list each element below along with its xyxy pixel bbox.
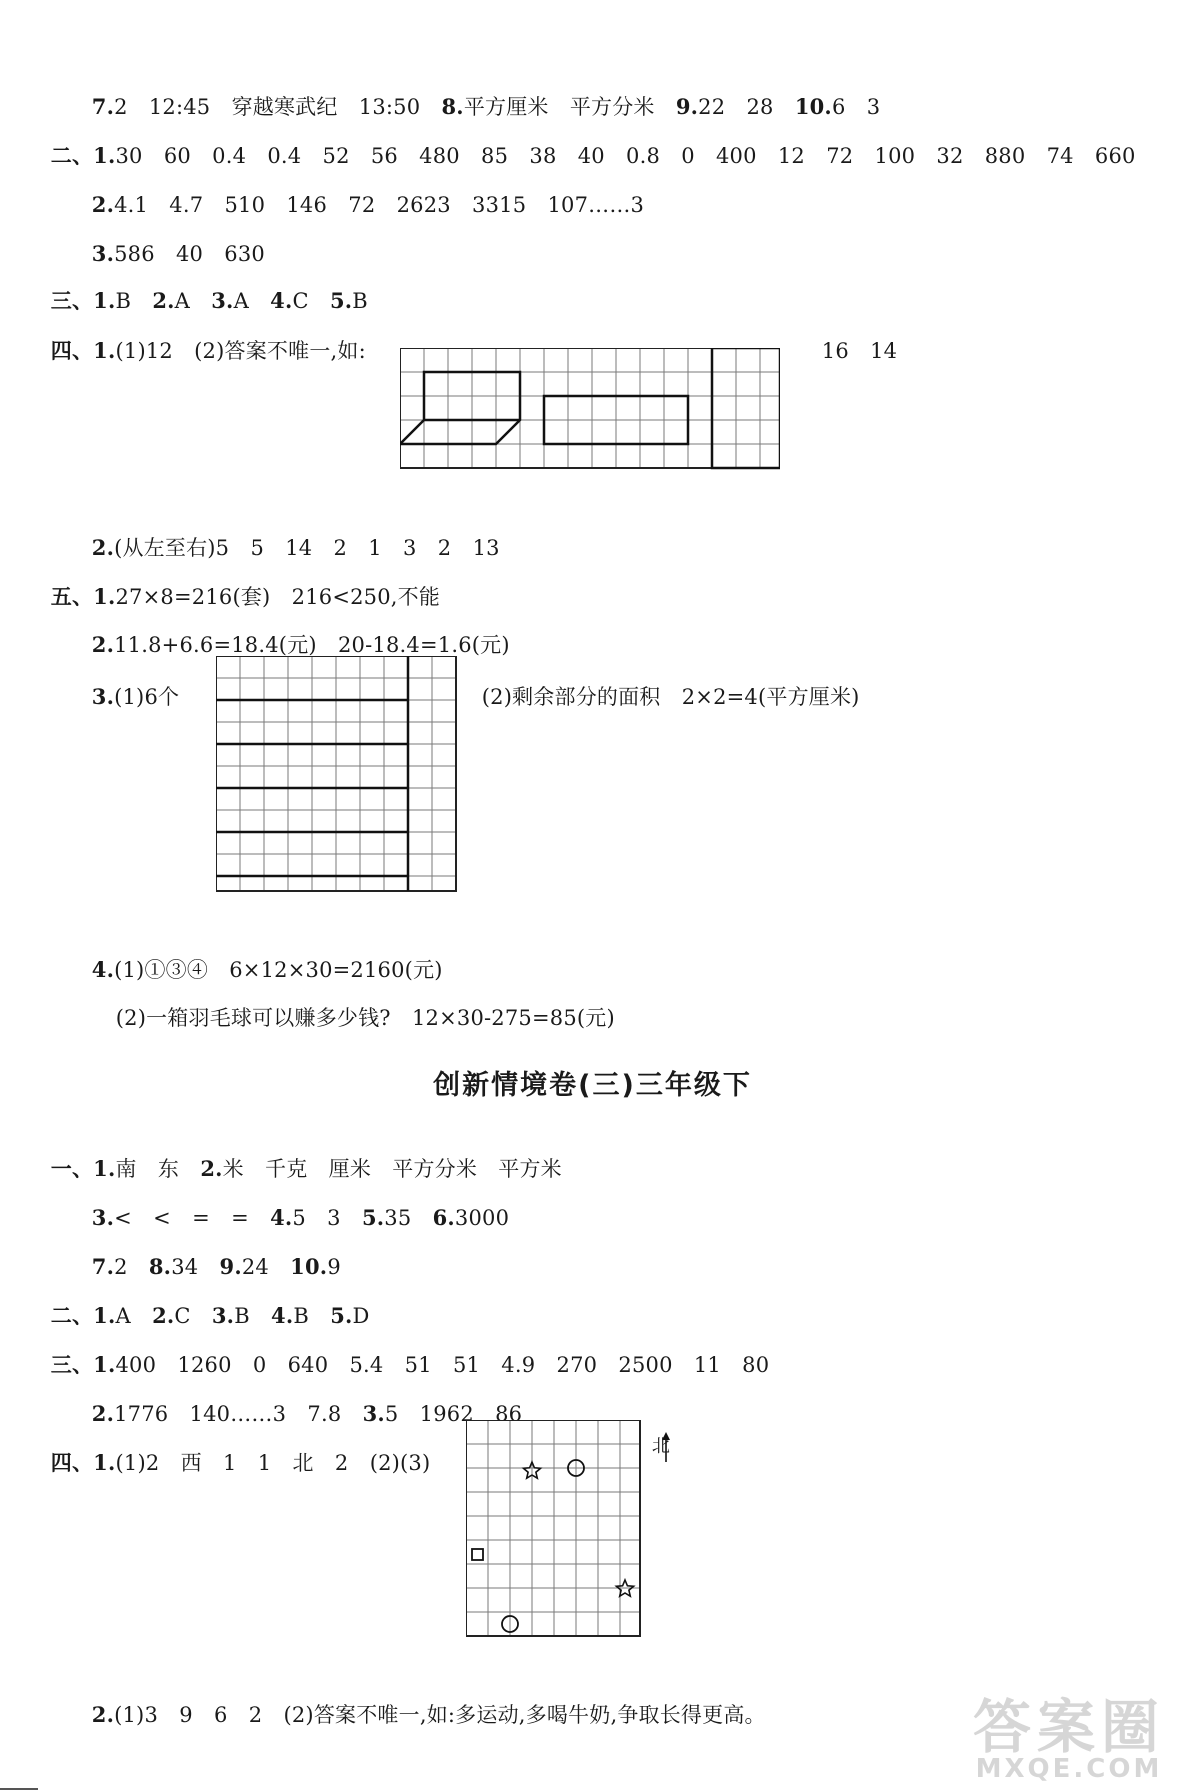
answer-text: (1)3 9 6 2 (2)答案不唯一,如:多运动,多喝牛奶,争取长得更高。 bbox=[114, 1703, 766, 1727]
answer-line-5-2 bbox=[78, 600, 510, 660]
answer-text: 5 1962 86 bbox=[384, 1402, 523, 1426]
qnum: 3. bbox=[91, 1205, 115, 1230]
qnum: 9. bbox=[675, 94, 699, 119]
qnum: 2. bbox=[152, 1303, 175, 1328]
qnum: 5. bbox=[330, 1303, 353, 1328]
section-heading: 一、 bbox=[50, 1156, 94, 1181]
section-heading: 三、 bbox=[50, 288, 94, 313]
answer-text: 400 1260 0 640 5.4 51 51 4.9 270 2500 11 80 bbox=[115, 1353, 770, 1377]
answer-text: 9 bbox=[327, 1255, 341, 1279]
answer-text: (从左至右)5 5 14 2 1 3 2 13 bbox=[114, 536, 500, 560]
qnum: 1. bbox=[93, 143, 116, 168]
answer-text: 586 40 630 bbox=[114, 242, 265, 266]
qnum: 5. bbox=[361, 1205, 385, 1230]
grid-lines bbox=[216, 656, 456, 891]
grid-lines bbox=[466, 1420, 640, 1636]
section-heading: 四、 bbox=[50, 338, 94, 363]
qnum: 3. bbox=[211, 1303, 235, 1328]
qnum: 3. bbox=[91, 241, 115, 266]
qnum: 6. bbox=[432, 1205, 455, 1230]
qnum: 1. bbox=[93, 338, 116, 363]
answer-text: 5 3 bbox=[292, 1206, 362, 1230]
grid-figure-shapes bbox=[400, 348, 780, 470]
answer-text: 35 bbox=[384, 1206, 433, 1230]
answer-text: 平方厘米 平方分米 bbox=[463, 95, 676, 119]
answer-text: 24 bbox=[241, 1255, 291, 1279]
answer-text: B bbox=[115, 289, 153, 313]
section-heading: 二、 bbox=[50, 1303, 94, 1328]
square-column-shape bbox=[712, 348, 780, 468]
answer-text: (1)2 西 1 1 北 2 (2)(3) bbox=[115, 1451, 431, 1475]
answer-text: A bbox=[115, 1304, 153, 1328]
qnum: 2. bbox=[91, 535, 115, 560]
answer-text: 3000 bbox=[454, 1206, 510, 1230]
qnum: 7. bbox=[91, 1254, 115, 1279]
answer-text: C bbox=[174, 1304, 212, 1328]
qnum: 2. bbox=[91, 192, 115, 217]
qnum: 7. bbox=[91, 94, 115, 119]
answer-text: (2)一箱羽毛球可以赚多少钱? 12×30-275=85(元) bbox=[115, 1006, 615, 1030]
qnum: 3. bbox=[211, 288, 234, 313]
square-icon bbox=[472, 1549, 483, 1560]
qnum: 1. bbox=[93, 1450, 116, 1475]
answer-text: (1)①③④ 6×12×30=2160(元) bbox=[114, 958, 443, 982]
section-heading: 三、 bbox=[50, 1352, 94, 1377]
answer-text: 1776 140……3 7.8 bbox=[114, 1402, 363, 1426]
qnum: 4. bbox=[91, 957, 115, 982]
answer-text: 6 3 bbox=[831, 95, 881, 119]
answer-line-4-1 bbox=[37, 306, 366, 366]
watermark-big: 答案圈 bbox=[972, 1693, 1165, 1761]
watermark-logo bbox=[972, 1693, 1165, 1784]
answer-line-s3-8 bbox=[78, 1670, 766, 1730]
grid-lines bbox=[400, 348, 780, 468]
answer-text: C bbox=[292, 289, 330, 313]
section-heading: 五、 bbox=[50, 584, 94, 609]
north-label bbox=[640, 1402, 670, 1462]
north-text: 北 bbox=[651, 1436, 671, 1457]
qnum: 1. bbox=[93, 584, 116, 609]
answer-text: (1)12 (2)答案不唯一,如: bbox=[115, 339, 366, 363]
qnum: 8. bbox=[441, 94, 464, 119]
answer-text: D bbox=[352, 1304, 370, 1328]
qnum: 2. bbox=[200, 1156, 223, 1181]
answer-text: 南 东 bbox=[115, 1157, 201, 1181]
qnum: 4. bbox=[270, 288, 293, 313]
footer-divider bbox=[0, 1788, 38, 1790]
answer-text: A bbox=[233, 289, 271, 313]
qnum: 10. bbox=[794, 94, 832, 119]
answer-line-s3-7 bbox=[37, 1418, 430, 1478]
qnum: 1. bbox=[93, 1156, 116, 1181]
section-heading: 四、 bbox=[50, 1450, 94, 1475]
qnum: 4. bbox=[271, 1303, 294, 1328]
parallelogram-shape bbox=[400, 372, 520, 444]
qnum: 3. bbox=[362, 1401, 385, 1426]
answer-text: (2)剩余部分的面积 2×2=4(平方厘米) bbox=[481, 685, 860, 709]
answer-text: 4.1 4.7 510 146 72 2623 3315 107……3 bbox=[114, 193, 645, 217]
qnum: 2. bbox=[91, 1702, 115, 1727]
qnum: 5. bbox=[329, 288, 353, 313]
answer-text: 22 28 bbox=[698, 95, 795, 119]
watermark-small: MXQE.COM bbox=[975, 1754, 1163, 1784]
answer-line-5-3-right bbox=[468, 652, 860, 712]
grid-border bbox=[466, 1420, 640, 1636]
qnum: 8. bbox=[148, 1254, 172, 1279]
answer-text: B bbox=[352, 289, 368, 313]
qnum: 4. bbox=[270, 1205, 293, 1230]
answer-text: (1)6个 bbox=[114, 685, 180, 709]
qnum: 2. bbox=[91, 1401, 115, 1426]
answer-text: 27×8=216(套) 216<250,不能 bbox=[115, 585, 441, 609]
qnum: 1. bbox=[93, 288, 116, 313]
qnum: 1. bbox=[93, 1352, 116, 1377]
qnum: 1. bbox=[93, 1303, 116, 1328]
answer-line-5-4-2 bbox=[102, 973, 615, 1033]
section-title: 创新情境卷(三)三年级下 bbox=[433, 1070, 752, 1101]
answer-text: 2 bbox=[114, 1255, 149, 1279]
grid-border bbox=[400, 348, 780, 468]
answer-text: 30 60 0.4 0.4 52 56 480 85 38 40 0.8 0 400 12 72 100 32 880 74 660 bbox=[115, 144, 1136, 168]
answer-text: B bbox=[234, 1304, 272, 1328]
grid-figure-cutting bbox=[216, 656, 458, 893]
section-heading: 二、 bbox=[50, 143, 94, 168]
qnum: 9. bbox=[219, 1254, 242, 1279]
qnum: 2. bbox=[91, 632, 115, 657]
qnum: 3. bbox=[91, 684, 115, 709]
answer-text: A bbox=[174, 289, 212, 313]
answer-text: 11.8+6.6=18.4(元) 20-18.4=1.6(元) bbox=[114, 633, 510, 657]
qnum: 10. bbox=[290, 1254, 328, 1279]
answer-line-5-3 bbox=[78, 652, 179, 712]
answer-text: 2 12:45 穿越寒武纪 13:50 bbox=[114, 95, 442, 119]
qnum: 2. bbox=[152, 288, 175, 313]
answer-text: < < = = bbox=[114, 1206, 271, 1230]
answer-text: 16 14 bbox=[821, 339, 898, 363]
answer-text: 34 bbox=[171, 1255, 220, 1279]
answer-text: 米 千克 厘米 平方分米 平方米 bbox=[222, 1157, 562, 1181]
answer-tail bbox=[808, 306, 897, 366]
answer-text: B bbox=[293, 1304, 331, 1328]
